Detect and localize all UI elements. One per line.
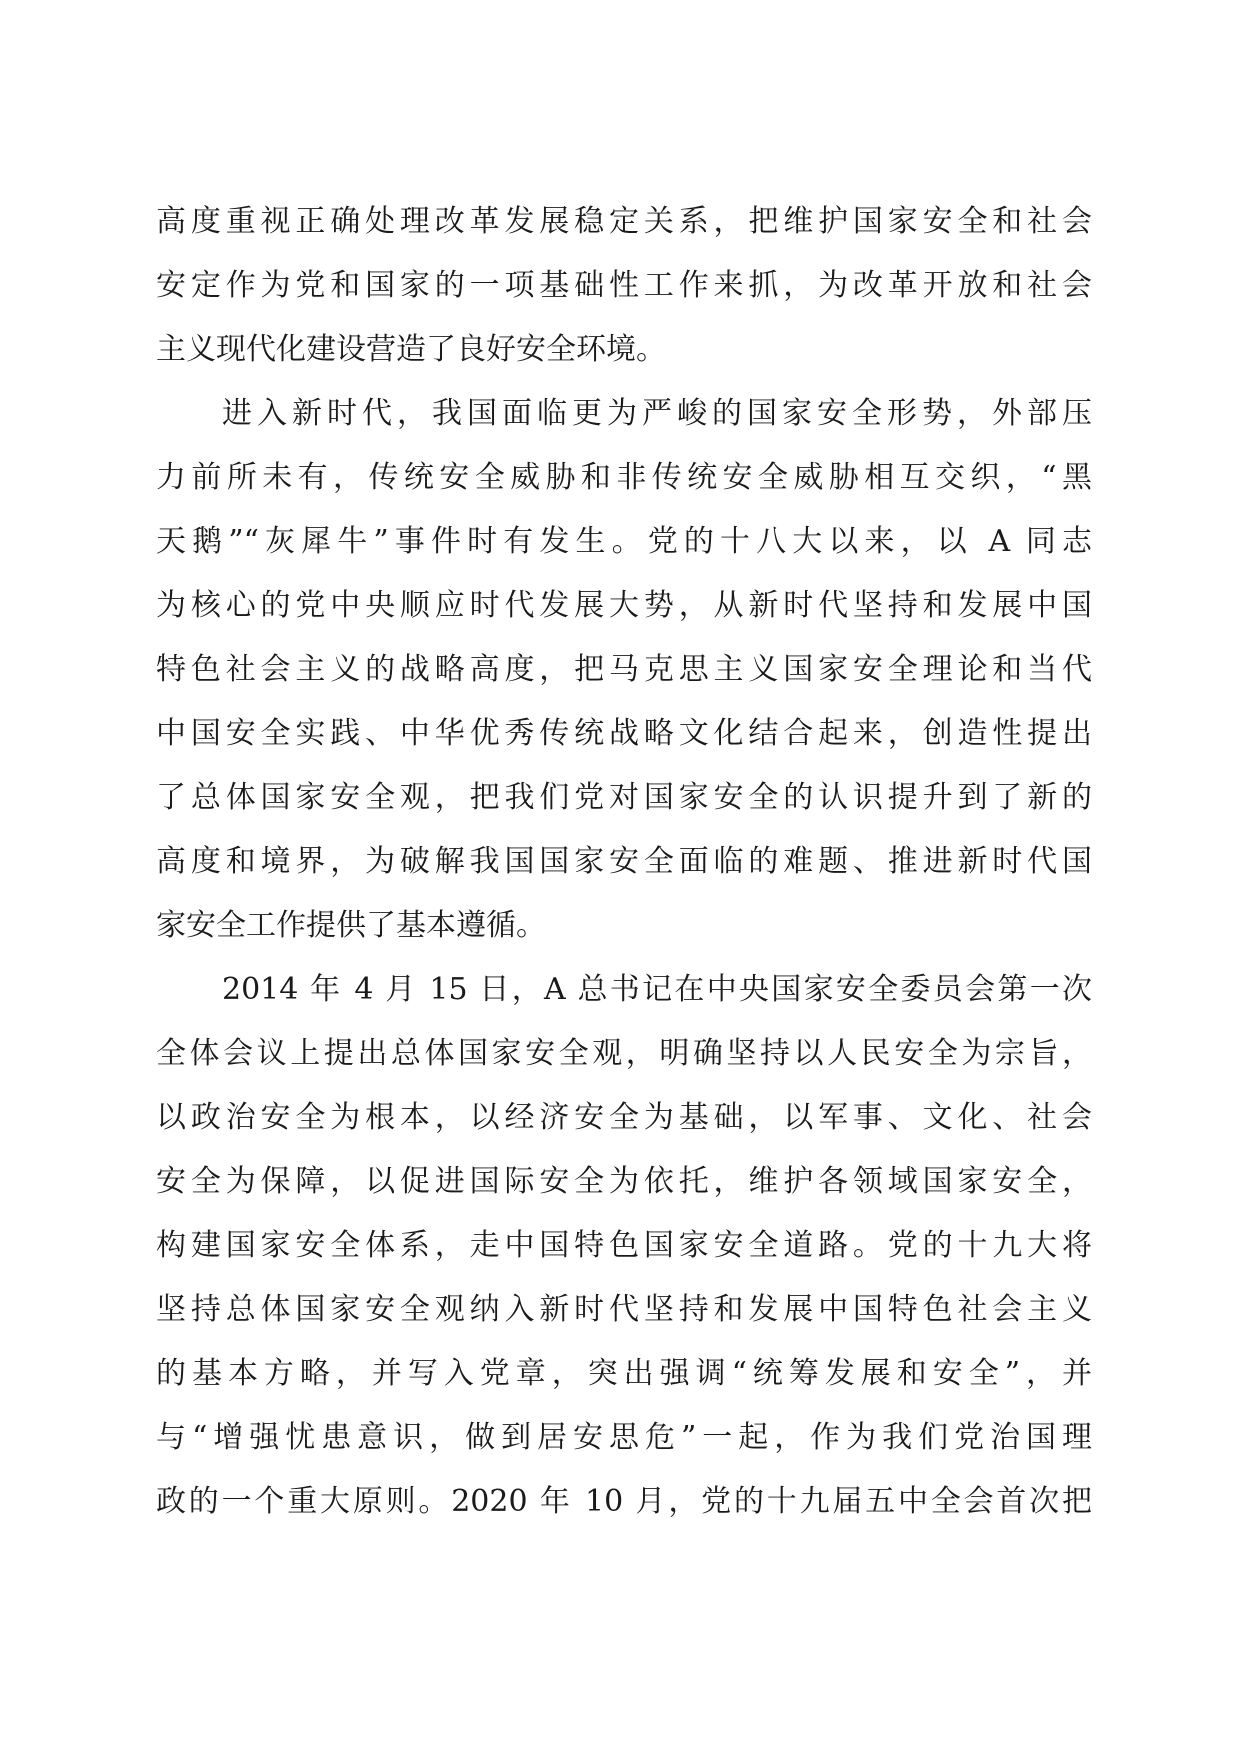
text-line: 高度重视正确处理改革发展稳定关系，把维护国家安全和社会 (156, 204, 1092, 239)
text-line: 与“增强忧患意识，做到居安思危”一起，作为我们党治国理 (156, 1420, 1092, 1455)
text-line: 进入新时代，我国面临更为严峻的国家安全形势，外部压 (222, 396, 1092, 431)
text-line: 主义现代化建设营造了良好安全环境。 (156, 332, 666, 367)
text-line: 坚持总体国家安全观纳入新时代坚持和发展中国特色社会主义 (156, 1292, 1092, 1327)
text-line: 中国安全实践、中华优秀传统战略文化结合起来，创造性提出 (156, 716, 1092, 751)
document-body (156, 190, 1092, 1534)
text-line: 的基本方略，并写入党章，突出强调“统筹发展和安全”，并 (156, 1356, 1092, 1391)
text-line: 2014 年 4 月 15 日，A 总书记在中央国家安全委员会第一次 (222, 972, 1092, 1007)
paragraph-2 (156, 382, 1092, 958)
text-line: 了总体国家安全观，把我们党对国家安全的认识提升到了新的 (156, 780, 1092, 815)
paragraph-3 (156, 958, 1092, 1534)
text-line: 以政治安全为根本，以经济安全为基础，以军事、文化、社会 (156, 1100, 1092, 1135)
text-line: 特色社会主义的战略高度，把马克思主义国家安全理论和当代 (156, 652, 1092, 687)
text-line: 高度和境界，为破解我国国家安全面临的难题、推进新时代国 (156, 844, 1092, 879)
text-line: 家安全工作提供了基本遵循。 (156, 908, 546, 943)
text-line: 天鹅”“灰犀牛”事件时有发生。党的十八大以来，以 A 同志 (156, 524, 1092, 559)
text-line: 构建国家安全体系，走中国特色国家安全道路。党的十九大将 (156, 1228, 1092, 1263)
text-line: 政的一个重大原则。2020 年 10 月，党的十九届五中全会首次把 (156, 1484, 1092, 1519)
text-line: 安全为保障，以促进国际安全为依托，维护各领域国家安全， (156, 1164, 1092, 1199)
text-line: 全体会议上提出总体国家安全观，明确坚持以人民安全为宗旨， (156, 1036, 1092, 1071)
text-line: 为核心的党中央顺应时代发展大势，从新时代坚持和发展中国 (156, 588, 1092, 623)
paragraph-1 (156, 190, 1092, 382)
text-line: 力前所未有，传统安全威胁和非传统安全威胁相互交织，“黑 (156, 460, 1092, 495)
text-line: 安定作为党和国家的一项基础性工作来抓，为改革开放和社会 (156, 268, 1092, 303)
